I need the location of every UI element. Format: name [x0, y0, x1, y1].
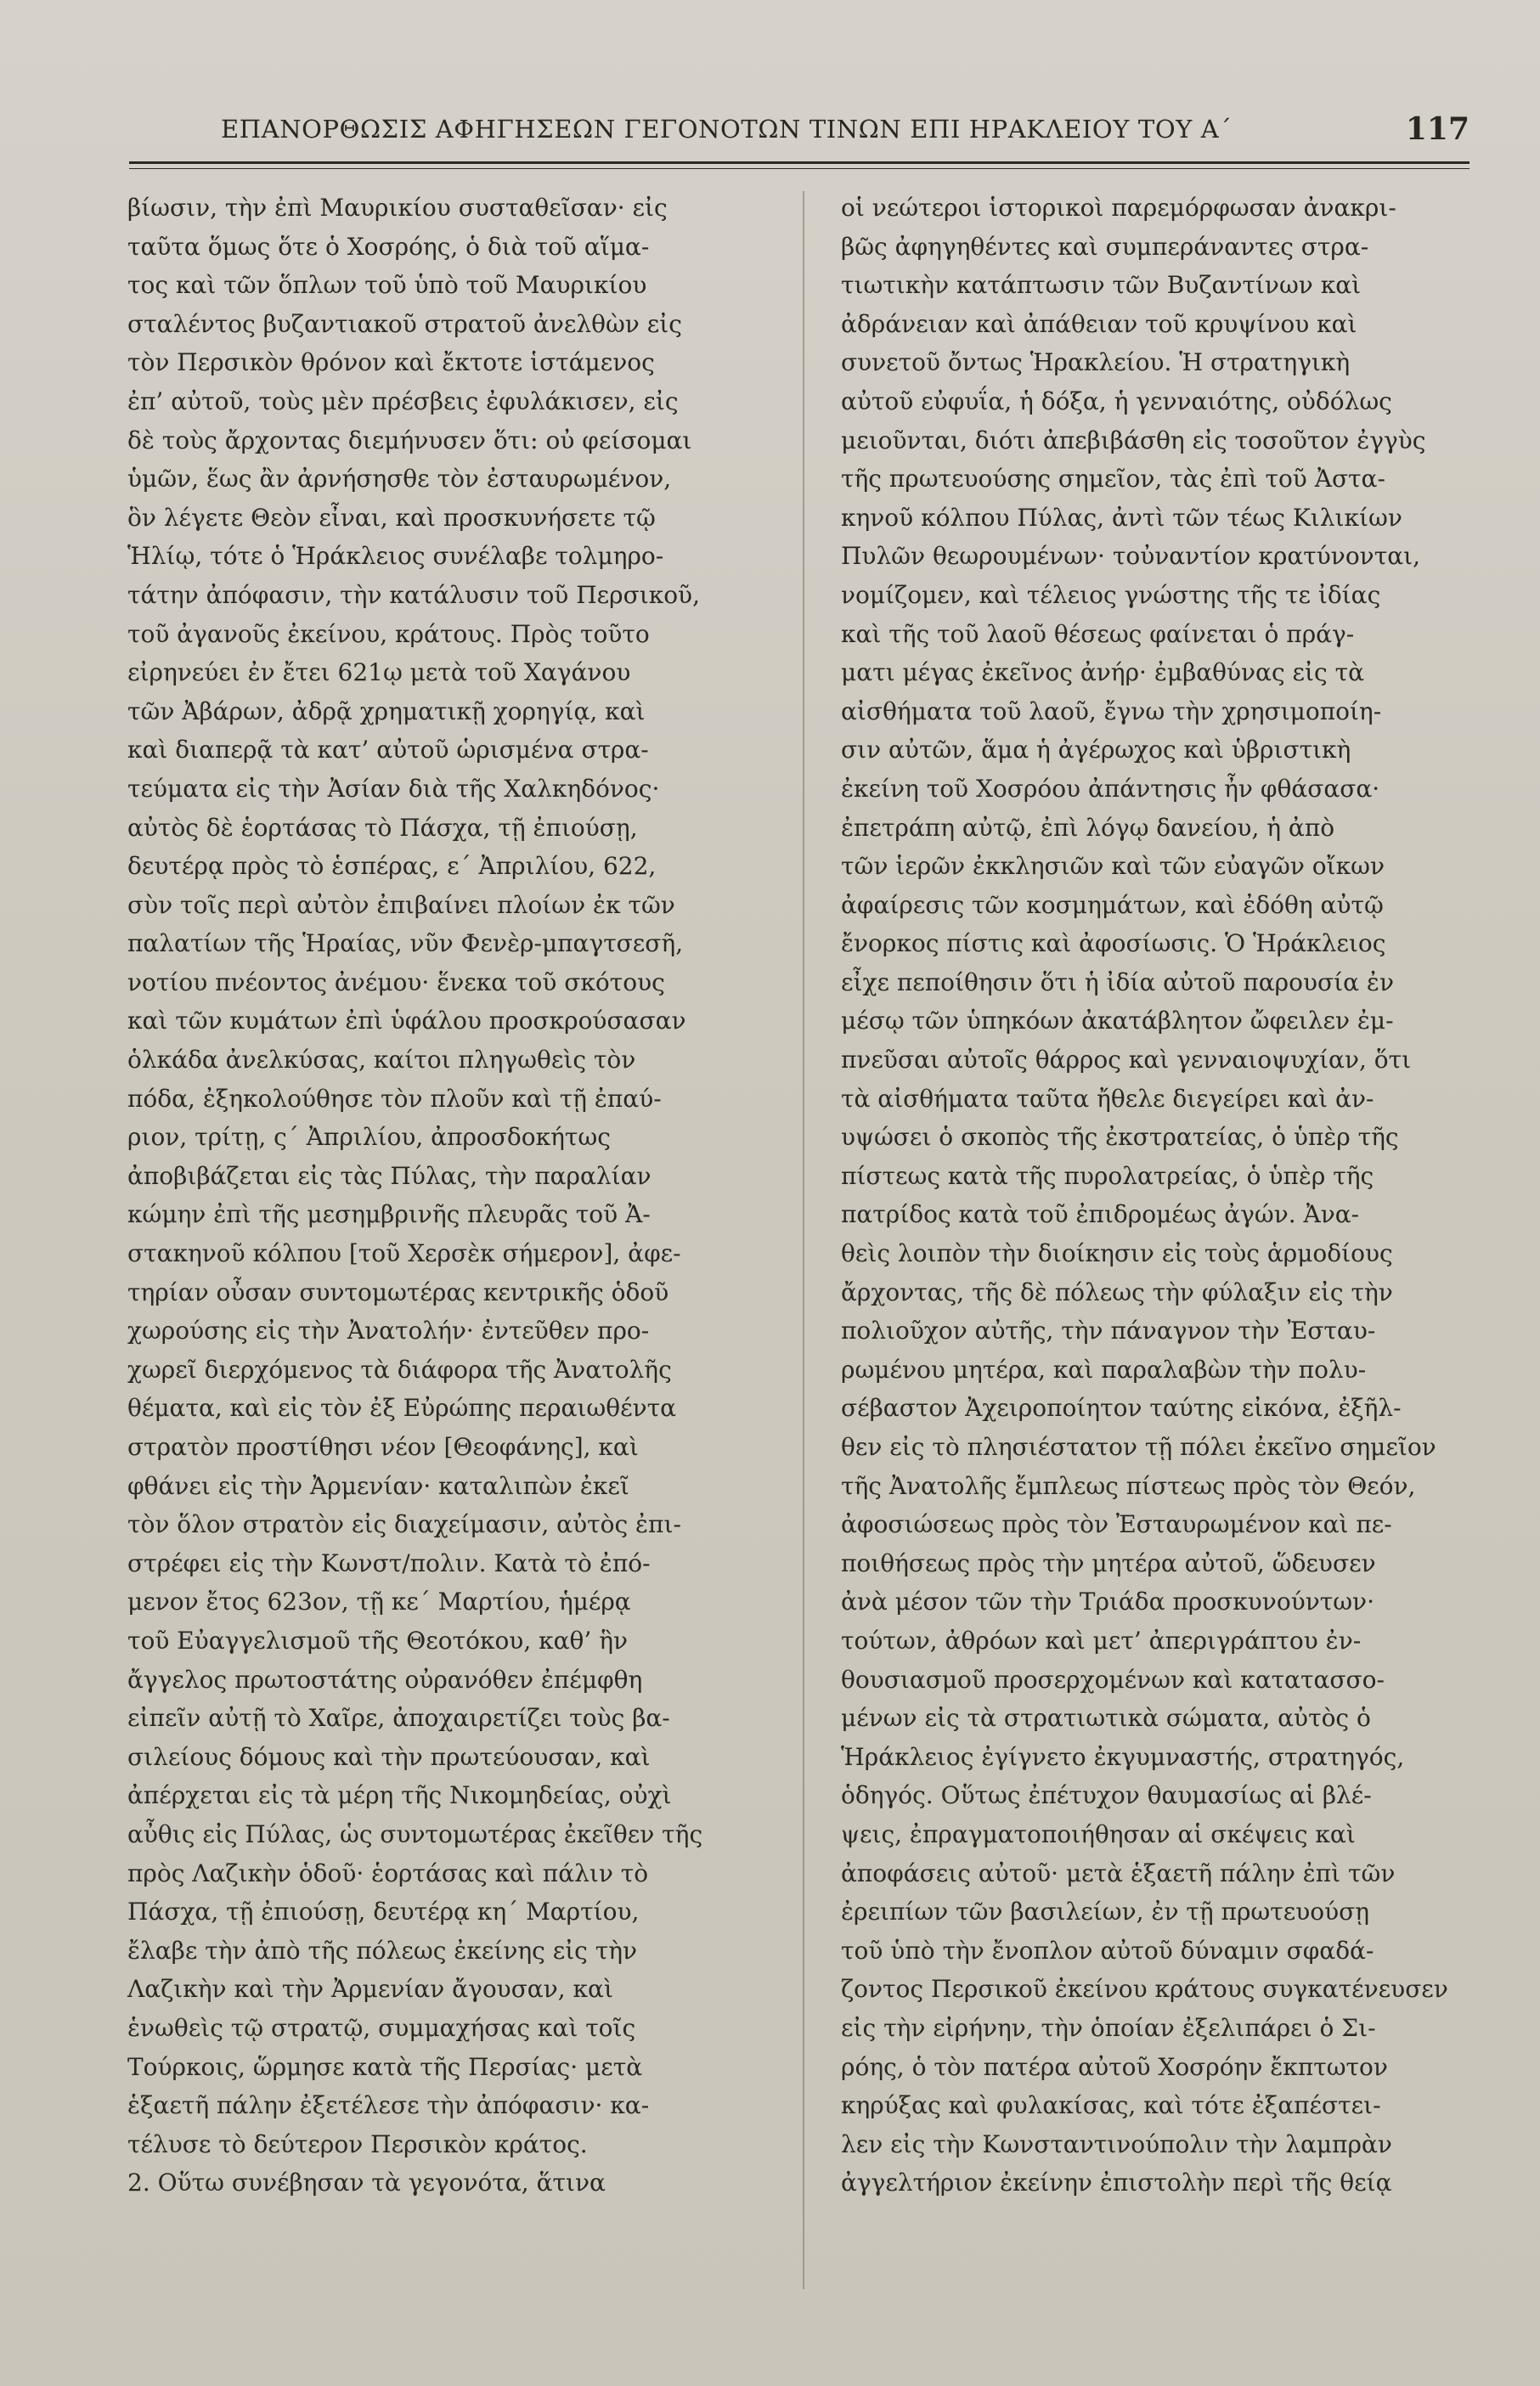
text-line: ἑξαετῆ πάλην ἐξετέλεσε τὴν ἀπόφασιν· κα- — [127, 2091, 650, 2120]
text-line: καὶ διαπερᾷ τὰ κατ’ αὐτοῦ ὡρισμένα στρα- — [127, 736, 649, 764]
text-line: σταλέντος βυζαντιακοῦ στρατοῦ ἀνελθὼν εἰς — [127, 309, 682, 338]
column-divider — [803, 191, 804, 2289]
text-line: κηνοῦ κόλπου Πύλας, ἀντὶ τῶν τέως Κιλικίων — [841, 503, 1402, 532]
text-line: ὃν λέγετε Θεὸν εἶναι, καὶ προσκυνήσετε τῷ — [127, 503, 656, 532]
text-line: νοτίου πνέοντος ἀνέμου· ἕνεκα τοῦ σκότους — [127, 967, 665, 996]
right-column — [841, 189, 1469, 2203]
text-line: ριον, τρίτῃ, ς΄ Ἀπριλίου, ἀπροσδοκήτως — [127, 1123, 611, 1152]
text-line: τὰ αἰσθήματα ταῦτα ἤθελε διεγείρει καὶ ἀν- — [841, 1084, 1374, 1113]
text-line: μέσῳ τῶν ὑπηκόων ἀκατάβλητον ὤφειλεν ἐμ- — [841, 1007, 1394, 1035]
text-line: τιωτικὴν κατάπτωσιν τῶν Βυζαντίνων καὶ — [841, 271, 1362, 300]
text-line: ψεις, ἐπραγματοποιήθησαν αἱ σκέψεις καὶ — [841, 1819, 1356, 1848]
text-line: χωρεῖ διερχόμενος τὰ διάφορα τῆς Ἀνατολῆς — [127, 1355, 672, 1384]
text-line: ἑνωθεὶς τῷ στρατῷ, συμμαχήσας καὶ τοῖς — [127, 2013, 636, 2042]
text-line: ἀφαίρεσις τῶν κοσμημάτων, καὶ ἐδόθη αὐτῷ — [841, 890, 1384, 919]
text-line: θουσιασμοῦ προσερχομένων καὶ κατατασσο- — [841, 1665, 1385, 1694]
text-line: τῶν Ἀβάρων, ἀδρᾷ χρηματικῇ χορηγίᾳ, καὶ — [127, 697, 646, 725]
text-line: θέματα, καὶ εἰς τὸν ἐξ Εὐρώπης περαιωθέντα — [127, 1394, 677, 1423]
text-line: τοῦ ἀγανοῦς ἐκείνου, κράτους. Πρὸς τοῦτο — [127, 619, 650, 648]
text-line: βίωσιν, τὴν ἐπὶ Μαυρικίου συσταθεῖσαν· εἰς — [127, 194, 668, 222]
text-line: καὶ τῶν κυμάτων ἐπὶ ὑφάλου προσκρούσασαν — [127, 1007, 686, 1035]
text-line: τέλυσε τὸ δεύτερον Περσικὸν κράτος. — [127, 2129, 588, 2158]
text-line: ἀδράνειαν καὶ ἀπάθειαν τοῦ κρυψίνου καὶ — [841, 309, 1357, 338]
text-line: αὐτὸς δὲ ἑορτάσας τὸ Πάσχα, τῇ ἐπιούσῃ, — [127, 813, 638, 842]
page-number: 117 — [1405, 111, 1469, 147]
text-line: πολιοῦχον αὐτῆς, τὴν πάναγνον τὴν Ἐσταυ- — [841, 1317, 1376, 1345]
text-line: στρέφει εἰς τὴν Κωνστ/πολιν. Κατὰ τὸ ἐπό- — [127, 1548, 651, 1577]
text-line: καὶ τῆς τοῦ λαοῦ θέσεως φαίνεται ὁ πράγ- — [841, 619, 1355, 648]
text-line: Τούρκοις, ὥρμησε κατὰ τῆς Περσίας· μετὰ — [127, 2052, 643, 2081]
text-line: πίστεως κατὰ τῆς πυρολατρείας, ὁ ὑπὲρ τῆς — [841, 1161, 1374, 1190]
text-line: παλατίων τῆς Ἡραίας, νῦν Φενὲρ-μπαγτσεσῆ, — [127, 929, 684, 958]
text-line: αὐτοῦ εὐφυΐα, ἡ δόξα, ἡ γενναιότης, οὐδόλως — [841, 386, 1392, 415]
running-head — [127, 113, 1469, 161]
text-line: τοῦ ὑπὸ τὴν ἔνοπλον αὐτοῦ δύναμιν σφαδά- — [841, 1936, 1374, 1965]
text-line: ποιθήσεως πρὸς τὴν μητέρα αὐτοῦ, ὥδευσεν — [841, 1548, 1376, 1577]
text-line: δευτέρᾳ πρὸς τὸ ἑσπέρας, ε΄ Ἀπριλίου, 622, — [127, 852, 657, 881]
text-line: Λαζικὴν καὶ τὴν Ἀρμενίαν ἄγουσαν, καὶ — [127, 1975, 613, 2004]
text-line: μενον ἔτος 623ον, τῇ κε΄ Μαρτίου, ἡμέρᾳ — [127, 1588, 631, 1616]
text-line: τεύματα εἰς τὴν Ἀσίαν διὰ τῆς Χαλκηδόνος· — [127, 774, 660, 803]
text-line: πόδα, ἐξηκολούθησε τὸν πλοῦν καὶ τῇ ἐπαύ- — [127, 1084, 662, 1113]
text-line: Ἡράκλειος ἐγίγνετο ἐκγυμναστής, στρατηγός, — [841, 1742, 1405, 1771]
text-line: συνετοῦ ὄντως Ἡρακλείου. Ἡ στρατηγικὴ — [841, 348, 1351, 377]
text-line: εἶχε πεποίθησιν ὅτι ἡ ἰδία αὐτοῦ παρουσία ἐν — [841, 967, 1394, 996]
text-line: φθάνει εἰς τὴν Ἀρμενίαν· καταλιπὼν ἐκεῖ — [127, 1471, 629, 1500]
text-line: ἐκείνη τοῦ Χοσρόου ἀπάντησις ἦν φθάσασα· — [841, 774, 1380, 803]
text-line: αἰσθήματα τοῦ λαοῦ, ἔγνω τὴν χρησιμοποίη- — [841, 697, 1382, 725]
text-line: εἰρηνεύει ἐν ἔτει 621ῳ μετὰ τοῦ Χαγάνου — [127, 658, 631, 687]
text-line: υψώσει ὁ σκοπὸς τῆς ἐκστρατείας, ὁ ὑπὲρ τῆς — [841, 1123, 1399, 1152]
text-line: τάτην ἀπόφασιν, τὴν κατάλυσιν τοῦ Περσικοῦ, — [127, 580, 700, 609]
text-line: ἔλαβε τὴν ἀπὸ τῆς πόλεως ἐκείνης εἰς τὴν — [127, 1936, 638, 1965]
text-line: χωρούσης εἰς τὴν Ἀνατολήν· ἐντεῦθεν προ- — [127, 1317, 650, 1345]
text-line: θεὶς λοιπὸν τὴν διοίκησιν εἰς τοὺς ἁρμοδίους — [841, 1239, 1393, 1268]
text-line: ζοντος Περσικοῦ ἐκείνου κράτους συγκατένευσεν — [841, 1975, 1448, 2004]
text-line: νομίζομεν, καὶ τέλειος γνώστης τῆς τε ἰδίας — [841, 580, 1381, 609]
text-line: πρὸς Λαζικὴν ὁδοῦ· ἑορτάσας καὶ πάλιν τὸ — [127, 1859, 649, 1887]
text-line: τοῦ Εὐαγγελισμοῦ τῆς Θεοτόκου, καθ’ ἣν — [127, 1626, 628, 1655]
text-line: σιλείους δόμους καὶ τὴν πρωτεύουσαν, καὶ — [127, 1742, 651, 1771]
text-line: ἀνὰ μέσον τῶν τὴν Τριάδα προσκυνούντων· — [841, 1588, 1374, 1616]
text-line: σέβαστον Ἀχειροποίητον ταύτης εἰκόνα, ἐξῆλ- — [841, 1394, 1402, 1423]
text-line: ἀποφάσεις αὐτοῦ· μετὰ ἑξαετῆ πάλην ἐπὶ τῶν — [841, 1859, 1396, 1887]
text-line: τῆς πρωτευούσης σημεῖον, τὰς ἐπὶ τοῦ Ἀστα- — [841, 465, 1385, 494]
text-line: δὲ τοὺς ἄρχοντας διεμήνυσεν ὅτι: οὐ φείσομαι — [127, 426, 692, 454]
text-line: ἄρχοντας, τῆς δὲ πόλεως τὴν φύλαξιν εἰς τὴν — [841, 1278, 1393, 1306]
text-line: στακηνοῦ κόλπου [τοῦ Χερσὲκ σήμερον], ἀφε- — [127, 1239, 681, 1268]
header-rule-thin — [129, 168, 1469, 169]
text-line: ματι μέγας ἐκεῖνος ἀνήρ· ἐμβαθύνας εἰς τὰ — [841, 658, 1365, 687]
text-line: ὑμῶν, ἕως ἂν ἀρνήσησθε τὸν ἐσταυρωμένον, — [127, 465, 672, 494]
text-line: τος καὶ τῶν ὅπλων τοῦ ὑπὸ τοῦ Μαυρικίου — [127, 271, 647, 300]
text-line: ταῦτα ὅμως ὅτε ὁ Χοσρόης, ὁ διὰ τοῦ αἵμα- — [127, 232, 650, 261]
text-line: ἔνορκος πίστις καὶ ἀφοσίωσις. Ὁ Ἡράκλειος — [841, 929, 1386, 958]
text-line: τῆς Ἀνατολῆς ἔμπλεως πίστεως πρὸς τὸν Θεόν, — [841, 1471, 1416, 1500]
text-line: σιν αὐτῶν, ἅμα ἡ ἀγέρωχος καὶ ὑβριστικὴ — [841, 736, 1351, 764]
text-line: τὸν Περσικὸν θρόνον καὶ ἔκτοτε ἱστάμενος — [127, 348, 655, 377]
text-line: αὖθις εἰς Πύλας, ὡς συντομωτέρας ἐκεῖθεν τῆς — [127, 1819, 703, 1848]
text-line: στρατὸν προστίθησι νέον [Θεοφάνης], καὶ — [127, 1433, 639, 1461]
text-line: ἀποβιβάζεται εἰς τὰς Πύλας, τὴν παραλίαν — [127, 1161, 652, 1190]
text-line: Πάσχα, τῇ ἐπιούσῃ, δευτέρᾳ κη΄ Μαρτίου, — [127, 1898, 640, 1926]
text-line: τούτων, ἀθρόων καὶ μετ’ ἀπεριγράπτου ἐν- — [841, 1626, 1362, 1655]
text-line: λεν εἰς τὴν Κωνσταντινούπολιν τὴν λαμπρὰν — [841, 2129, 1392, 2158]
text-line: Ἡλίῳ, τότε ὁ Ἡράκλειος συνέλαβε τολμηρο- — [127, 542, 664, 571]
text-line: ἀφοσιώσεως πρὸς τὸν Ἐσταυρωμένον καὶ πε- — [841, 1510, 1392, 1539]
text-line: ἐρειπίων τῶν βασιλείων, ἐν τῇ πρωτευούσῃ — [841, 1898, 1370, 1926]
text-line: οἱ νεώτεροι ἱστορικοὶ παρεμόρφωσαν ἀνακρι- — [841, 194, 1396, 222]
text-line: τῶν ἱερῶν ἐκκλησιῶν καὶ τῶν εὐαγῶν οἴκων — [841, 852, 1385, 881]
text-line: ἀπέρχεται εἰς τὰ μέρη τῆς Νικομηδείας, οὐχὶ — [127, 1781, 672, 1810]
text-line: σὺν τοῖς περὶ αὐτὸν ἐπιβαίνει πλοίων ἐκ τῶν — [127, 890, 675, 919]
text-line: βῶς ἀφηγηθέντες καὶ συμπεράναντες στρα- — [841, 232, 1369, 261]
text-line: κηρύξας καὶ φυλακίσας, καὶ τότε ἐξαπέστει- — [841, 2091, 1381, 2120]
text-line: μειοῦνται, διότι ἀπεβιβάσθη εἰς τοσοῦτον ἐγγὺς — [841, 426, 1426, 454]
text-line: ρόης, ὁ τὸν πατέρα αὐτοῦ Χοσρόην ἔκπτωτον — [841, 2052, 1388, 2081]
text-line: ὁδηγός. Οὕτως ἐπέτυχον θαυμασίως αἱ βλέ- — [841, 1781, 1372, 1810]
left-column — [127, 189, 756, 2203]
text-line: θεν εἰς τὸ πλησιέστατον τῇ πόλει ἐκεῖνο σημεῖον — [841, 1433, 1436, 1461]
text-line: ὁλκάδα ἀνελκύσας, καίτοι πληγωθεὶς τὸν — [127, 1046, 636, 1075]
running-title: ΕΠΑΝΟΡΘΩΣΙΣ ΑΦΗΓΗΣΕΩΝ ΓΕΓΟΝΟΤΩΝ ΤΙΝΩΝ ΕΠΙ ΗΡΑΚΛΕΙΟΥ ΤΟΥ Α΄ — [221, 115, 1233, 144]
text-line: ρωμένου μητέρα, καὶ παραλαβὼν τὴν πολυ- — [841, 1355, 1367, 1384]
header-rule-thick — [129, 161, 1469, 164]
text-line: κώμην ἐπὶ τῆς μεσημβρινῆς πλευρᾶς τοῦ Ἀ- — [127, 1200, 651, 1229]
text-line: εἰς τὴν εἰρήνην, τὴν ὁποίαν ἐξελιπάρει ὁ Σι- — [841, 2013, 1376, 2042]
text-line: ἀγγελτήριον ἐκείνην ἐπιστολὴν περὶ τῆς θείᾳ — [841, 2169, 1392, 2197]
text-line: 2. Οὕτω συνέβησαν τὰ γεγονότα, ἅτινα — [127, 2169, 606, 2197]
text-line: εἰπεῖν αὐτῇ τὸ Χαῖρε, ἀποχαιρετίζει τοὺς βα- — [127, 1704, 670, 1733]
text-line: ἐπ’ αὐτοῦ, τοὺς μὲν πρέσβεις ἐφυλάκισεν, εἰς — [127, 386, 679, 415]
text-line: τὸν ὅλον στρατὸν εἰς διαχείμασιν, αὐτὸς ἐπι- — [127, 1510, 681, 1539]
text-line: Πυλῶν θεωρουμένων· τοὐναντίον κρατύνονται, — [841, 542, 1420, 571]
text-line: ἐπετράπη αὐτῷ, ἐπὶ λόγῳ δανείου, ἡ ἀπὸ — [841, 813, 1335, 842]
text-line: πατρίδος κατὰ τοῦ ἐπιδρομέως ἀγών. Ἀνα- — [841, 1200, 1360, 1229]
text-line: πνεῦσαι αὐτοῖς θάρρος καὶ γενναιοψυχίαν, ὅτι — [841, 1046, 1412, 1075]
text-line: τηρίαν οὖσαν συντομωτέρας κεντρικῆς ὁδοῦ — [127, 1278, 669, 1306]
text-line: μένων εἰς τὰ στρατιωτικὰ σώματα, αὐτὸς ὁ — [841, 1704, 1371, 1733]
text-line: ἄγγελος πρωτοστάτης οὐρανόθεν ἐπέμφθη — [127, 1665, 643, 1694]
